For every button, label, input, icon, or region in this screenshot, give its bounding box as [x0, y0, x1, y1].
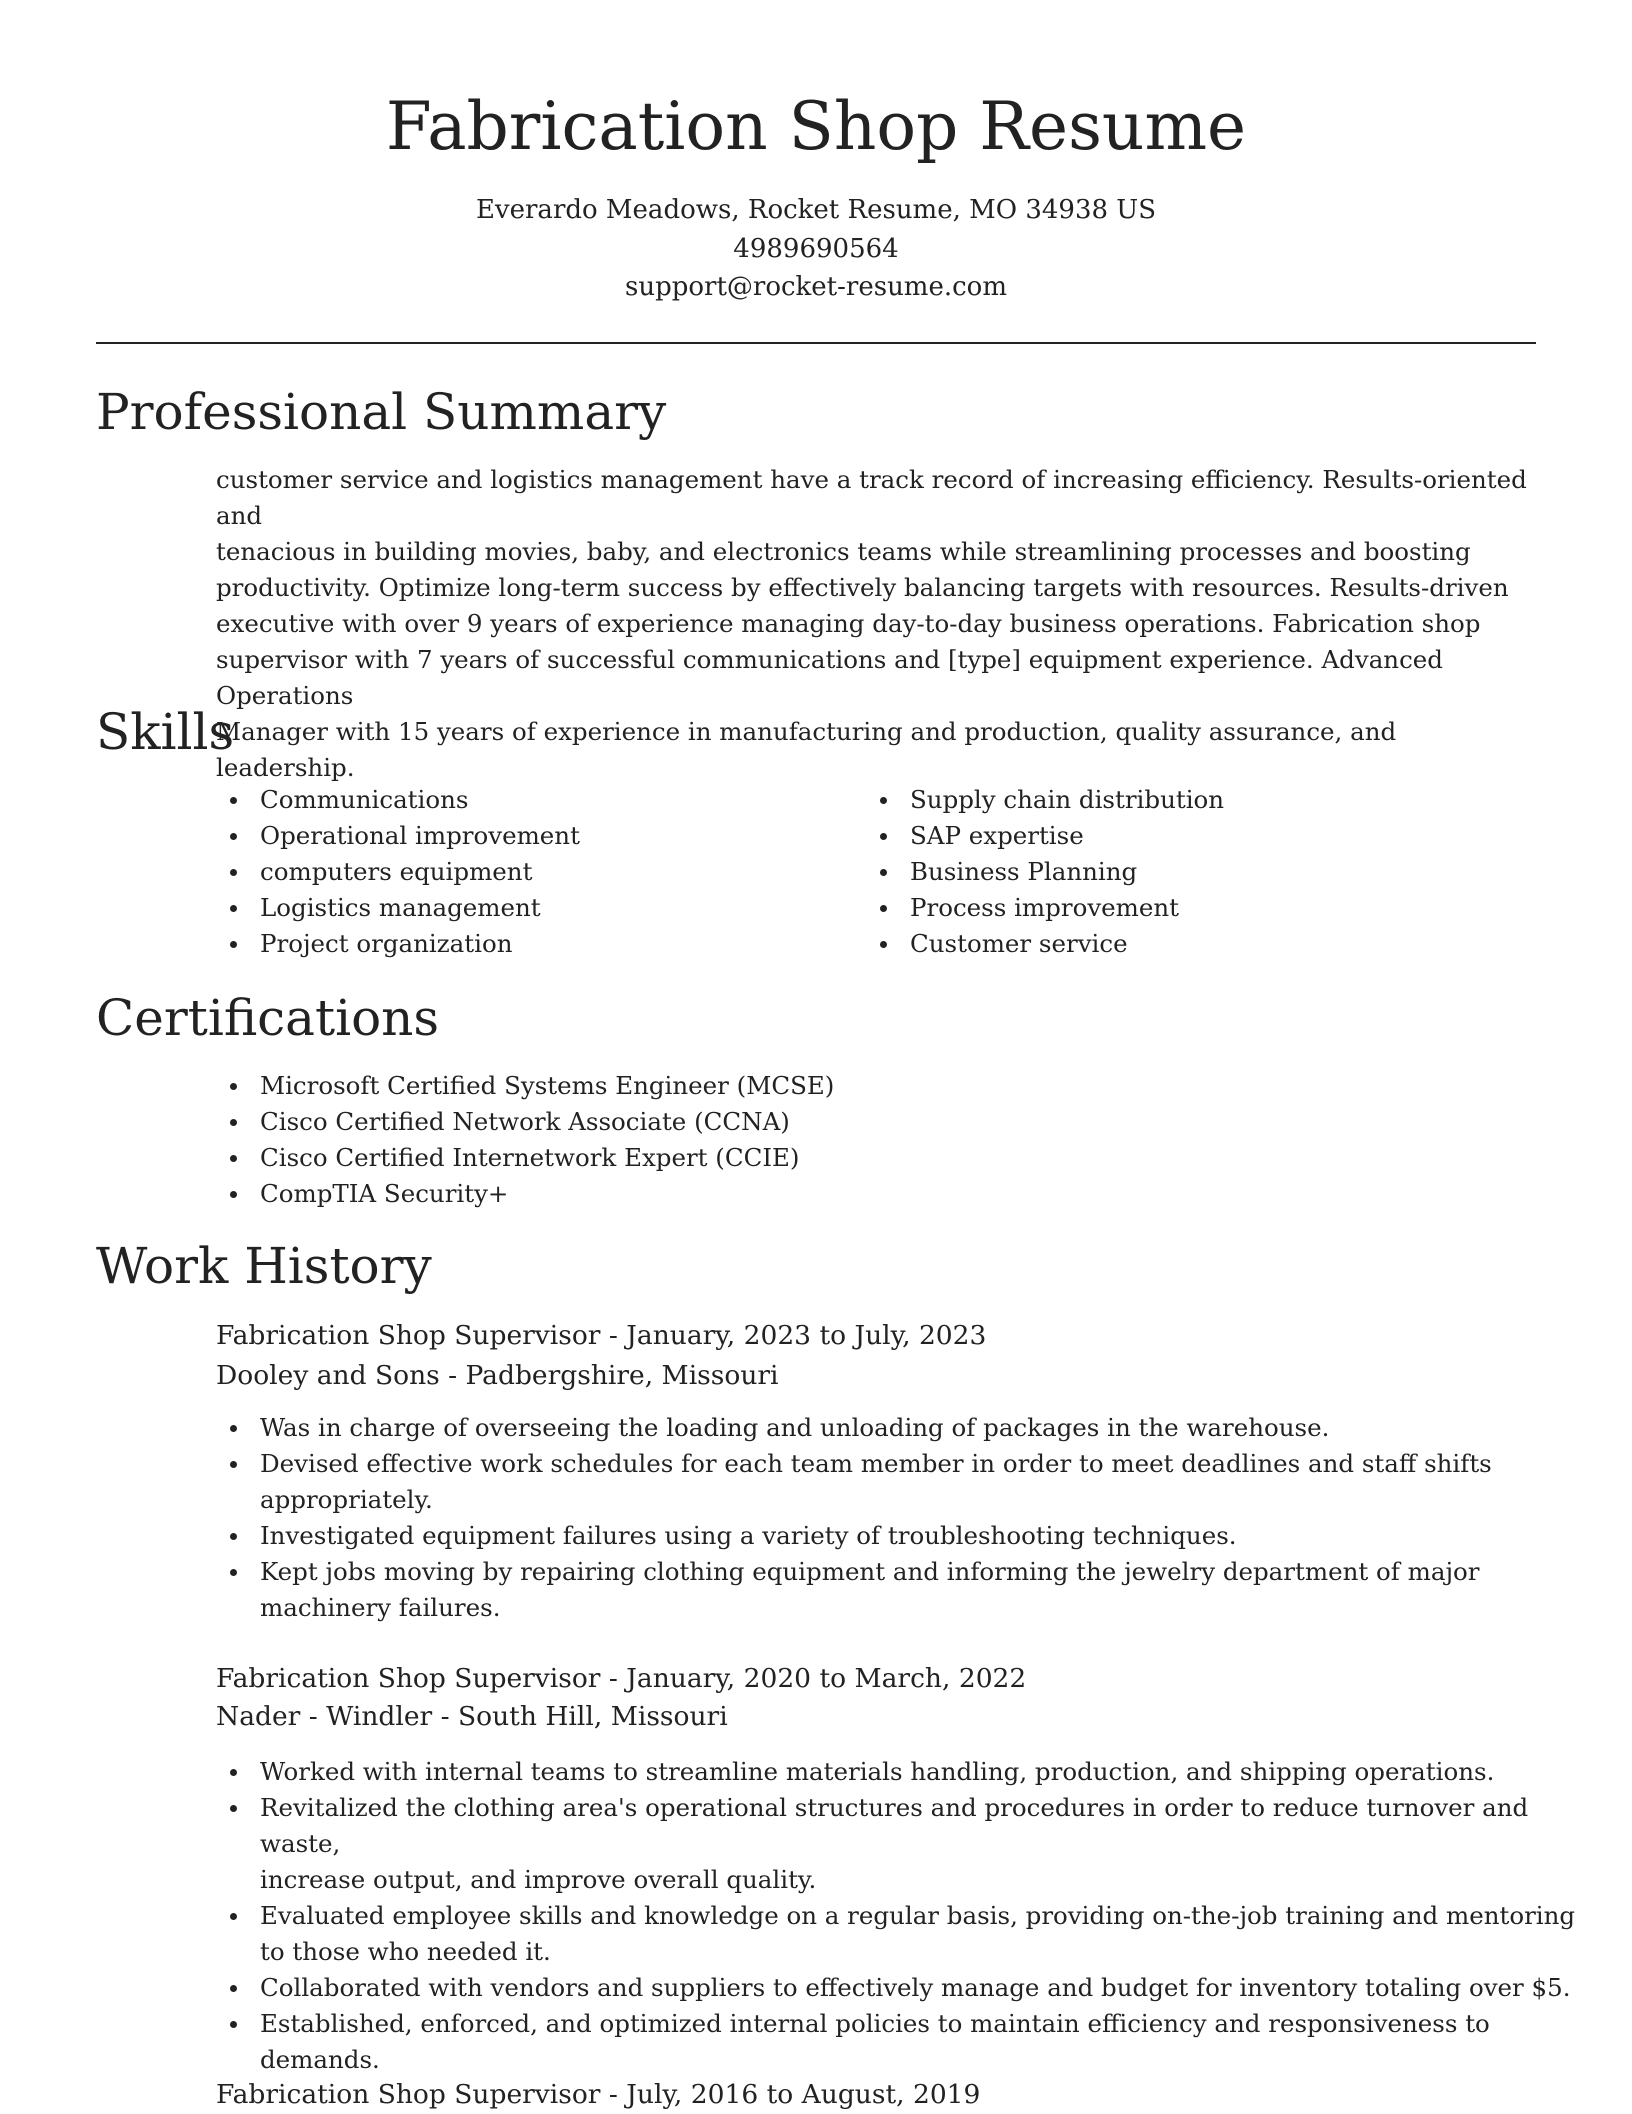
job-company-line: Nader - Windler - South Hill, Missouri — [216, 1701, 728, 1732]
job-bullet: Collaborated with vendors and suppliers to effectively manage and budget for inventory totaling over $5. — [216, 1970, 1576, 2006]
certification-item: Microsoft Certified Systems Engineer (MCSE) — [216, 1068, 1516, 1104]
job-title-line: Fabrication Shop Supervisor - July, 2016 to August, 2019 — [216, 2079, 981, 2110]
skill-item: Communications — [216, 782, 836, 818]
job-title-line: Fabrication Shop Supervisor - January, 2023 to July, 2023 — [216, 1320, 987, 1351]
skills-list-right — [866, 782, 1506, 962]
summary-text — [216, 462, 1538, 786]
work-history-heading: Work History — [96, 1237, 432, 1295]
job-bullet: Evaluated employee skills and knowledge on a regular basis, providing on-the-job training and mentoring to those who needed it. — [216, 1898, 1576, 1970]
skill-item: Business Planning — [866, 854, 1506, 890]
skill-item: SAP expertise — [866, 818, 1506, 854]
skill-item: Customer service — [866, 926, 1506, 962]
skill-item: computers equipment — [216, 854, 836, 890]
job-bullets — [216, 1410, 1546, 1626]
certification-item: CompTIA Security+ — [216, 1176, 1516, 1212]
header-divider — [96, 342, 1536, 344]
certifications-list — [216, 1068, 1516, 1212]
job-bullet: Was in charge of overseeing the loading and unloading of packages in the warehouse. — [216, 1410, 1546, 1446]
job-bullet: Kept jobs moving by repairing clothing equipment and informing the jewelry department of major machinery failures. — [216, 1554, 1546, 1626]
skill-item: Process improvement — [866, 890, 1506, 926]
summary-line: tenacious in building movies, baby, and electronics teams while streamlining processes and boosting — [216, 537, 1471, 566]
summary-line: Manager with 15 years of experience in manufacturing and production, quality assurance, and leadership. — [216, 717, 1397, 782]
summary-line: customer service and logistics management have a track record of increasing efficiency. Results-oriented and — [216, 465, 1527, 530]
job-bullet: Investigated equipment failures using a variety of troubleshooting techniques. — [216, 1518, 1546, 1554]
contact-address: Everardo Meadows, Rocket Resume, MO 34938 US — [475, 195, 1157, 225]
summary-line: supervisor with 7 years of successful communications and [type] equipment experience. Advanced Operations — [216, 645, 1443, 710]
job-bullet: Revitalized the clothing area's operational structures and procedures in order to reduce turnover and waste, increase output, and improve overall quality. — [216, 1790, 1576, 1898]
job-bullet: Devised effective work schedules for each team member in order to meet deadlines and staff shifts appropriately. — [216, 1446, 1546, 1518]
job-bullets — [216, 1754, 1576, 2078]
contact-email: support@rocket-resume.com — [624, 272, 1007, 302]
certification-item: Cisco Certified Network Associate (CCNA) — [216, 1104, 1516, 1140]
skill-item: Logistics management — [216, 890, 836, 926]
skills-list-left — [216, 782, 836, 962]
certifications-heading: Certifications — [96, 989, 440, 1047]
summary-line: productivity. Optimize long-term success by effectively balancing targets with resources. Results-driven — [216, 573, 1509, 602]
contact-phone: 4989690564 — [733, 234, 899, 264]
job-bullet: Established, enforced, and optimized internal policies to maintain efficiency and responsiveness to demands. — [216, 2006, 1576, 2078]
certification-item: Cisco Certified Internetwork Expert (CCIE) — [216, 1140, 1516, 1176]
resume-title: Fabrication Shop Resume — [385, 88, 1247, 165]
skill-item: Project organization — [216, 926, 836, 962]
job-company-line: Dooley and Sons - Padbergshire, Missouri — [216, 1360, 779, 1391]
skill-item: Supply chain distribution — [866, 782, 1506, 818]
summary-line: executive with over 9 years of experience managing day-to-day business operations. Fabrication shop — [216, 609, 1481, 638]
skills-heading: Skills — [96, 703, 235, 761]
skill-item: Operational improvement — [216, 818, 836, 854]
job-bullet: Worked with internal teams to streamline materials handling, production, and shipping operations. — [216, 1754, 1576, 1790]
job-title-line: Fabrication Shop Supervisor - January, 2020 to March, 2022 — [216, 1663, 1027, 1694]
summary-heading: Professional Summary — [96, 383, 667, 441]
